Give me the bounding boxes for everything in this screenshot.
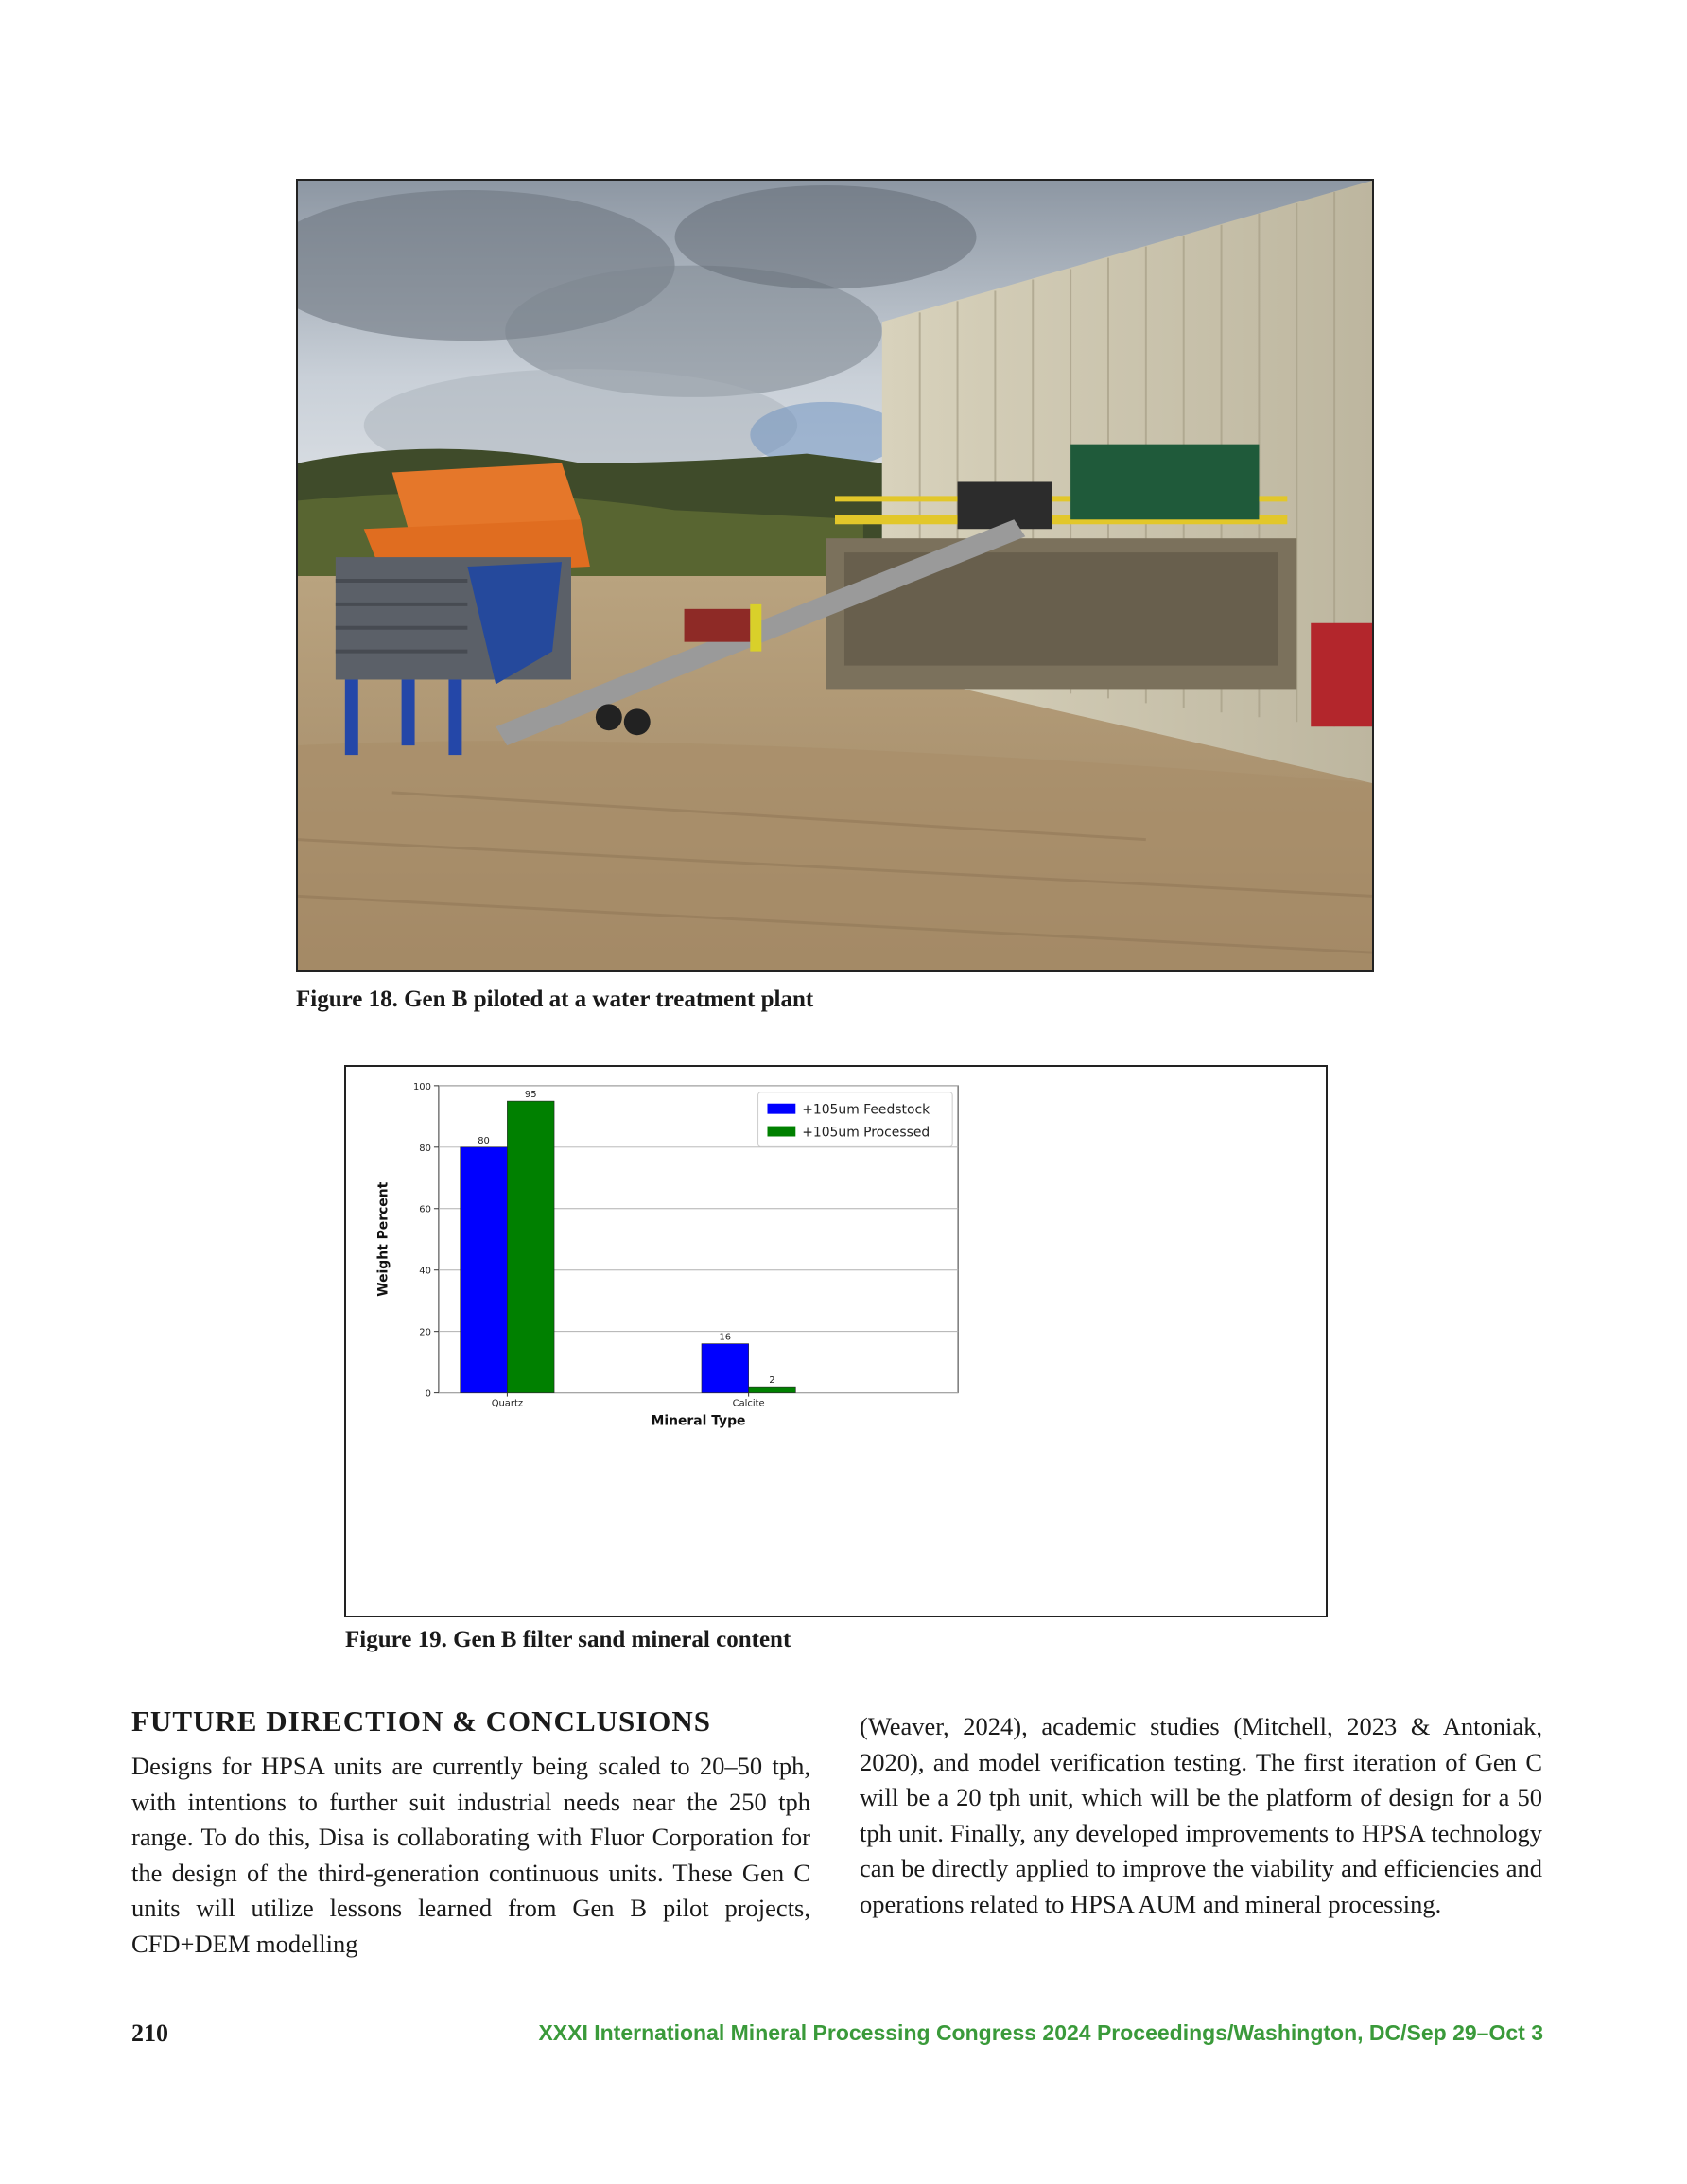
bar xyxy=(749,1387,796,1392)
bar xyxy=(702,1344,749,1393)
bar-chart-svg xyxy=(346,1067,1326,1616)
figure-18-photo xyxy=(296,179,1374,972)
bar xyxy=(461,1147,508,1393)
y-tick-label: 20 xyxy=(419,1327,431,1338)
y-tick-label: 60 xyxy=(419,1204,431,1215)
x-tick-label: Calcite xyxy=(732,1398,765,1409)
y-tick-label: 40 xyxy=(419,1266,431,1277)
y-axis-title: Weight Percent xyxy=(375,1181,391,1297)
figure-19-chart xyxy=(344,1065,1328,1617)
section-heading: FUTURE DIRECTION & CONCLUSIONS xyxy=(131,1704,712,1738)
running-footer: XXXI International Mineral Processing Congress 2024 Proceedings/Washington, DC/Sep 29–Oct 3 xyxy=(538,2020,1543,2045)
figure-19-caption: Figure 19. Gen B filter sand mineral content xyxy=(345,1627,791,1652)
page-number: 210 xyxy=(131,2019,168,2047)
legend-label: +105um Feedstock xyxy=(802,1102,930,1118)
x-tick-label: Quartz xyxy=(491,1398,524,1409)
x-axis-title: Mineral Type xyxy=(651,1413,746,1429)
bar-data-label: 16 xyxy=(719,1332,732,1343)
figure-18-caption: Figure 18. Gen B piloted at a water treatment plant xyxy=(296,987,814,1012)
paragraph-left-column: Designs for HPSA units are currently being scaled to 20–50 tph, with intentions to further suit industrial needs near the 250 tph range. To do this, Disa is collaborating with Fluor Corporation for the design of the third-generation continuous units. These Gen C units will utilize lessons learned from Gen B pilot projects, CFD+DEM modelling xyxy=(131,1752,810,1958)
legend-swatch xyxy=(768,1127,796,1137)
y-tick-label: 80 xyxy=(419,1143,431,1154)
y-tick-label: 0 xyxy=(425,1389,431,1400)
y-tick-label: 100 xyxy=(412,1081,431,1092)
bar-data-label: 95 xyxy=(524,1090,537,1101)
legend-label: +105um Processed xyxy=(802,1125,930,1141)
bar-data-label: 80 xyxy=(478,1135,490,1146)
paragraph-right-column: (Weaver, 2024), academic studies (Mitchell, 2023 & Antoniak, 2020), and model verification testing. The first iteration of Gen C will be a 20 tph unit, which will be the platform of design for a 50 tph unit. Finally, any developed improvements to HPSA technology can be directly applied to improve the viability and efficiencies and operations related to HPSA AUM and mineral processing. xyxy=(860,1712,1542,1918)
bar-data-label: 2 xyxy=(769,1375,775,1387)
legend-swatch xyxy=(768,1104,796,1114)
bar xyxy=(507,1101,554,1393)
